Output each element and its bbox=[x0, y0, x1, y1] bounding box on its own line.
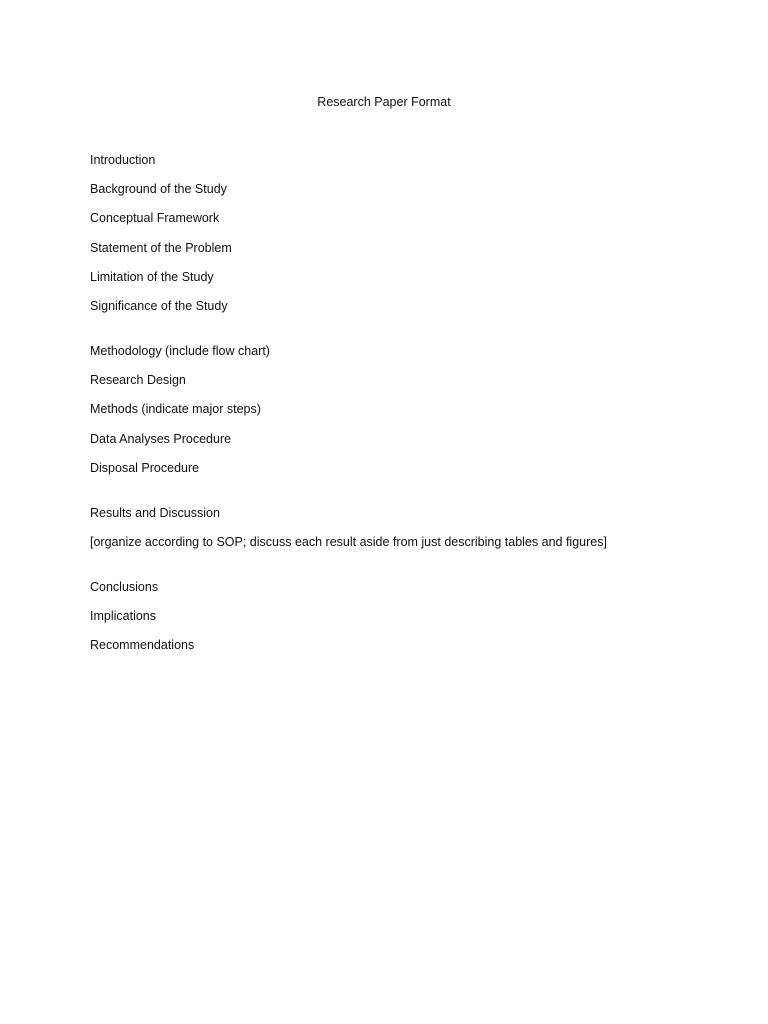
item-research-design: Research Design bbox=[90, 373, 186, 388]
item-results-note: [organize according to SOP; discuss each result aside from just describing tables and figures] bbox=[90, 534, 607, 549]
item-significance-of-the-study: Significance of the Study bbox=[90, 298, 228, 313]
item-data-analyses-procedure: Data Analyses Procedure bbox=[90, 431, 232, 446]
heading-results-and-discussion: Results and Discussion bbox=[90, 505, 220, 520]
heading-introduction: Introduction bbox=[90, 153, 156, 167]
item-disposal-procedure: Disposal Procedure bbox=[90, 460, 200, 475]
item-background-of-the-study: Background of the Study bbox=[90, 182, 227, 197]
section-introduction bbox=[90, 152, 710, 314]
section-conclusions bbox=[90, 579, 710, 653]
item-methods: Methods (indicate major steps) bbox=[90, 402, 261, 417]
heading-methodology: Methodology (include flow chart) bbox=[90, 343, 270, 358]
section-methodology bbox=[90, 343, 710, 476]
item-statement-of-the-problem: Statement of the Problem bbox=[90, 240, 232, 255]
document-body bbox=[90, 152, 710, 653]
item-implications: Implications bbox=[90, 609, 156, 624]
item-conceptual-framework: Conceptual Framework bbox=[90, 211, 220, 226]
heading-conclusions: Conclusions bbox=[90, 579, 159, 594]
item-limitation-of-the-study: Limitation of the Study bbox=[90, 269, 214, 284]
item-recommendations: Recommendations bbox=[90, 638, 195, 653]
document-title: Research Paper Format bbox=[317, 95, 451, 109]
section-results-and-discussion bbox=[90, 505, 710, 550]
